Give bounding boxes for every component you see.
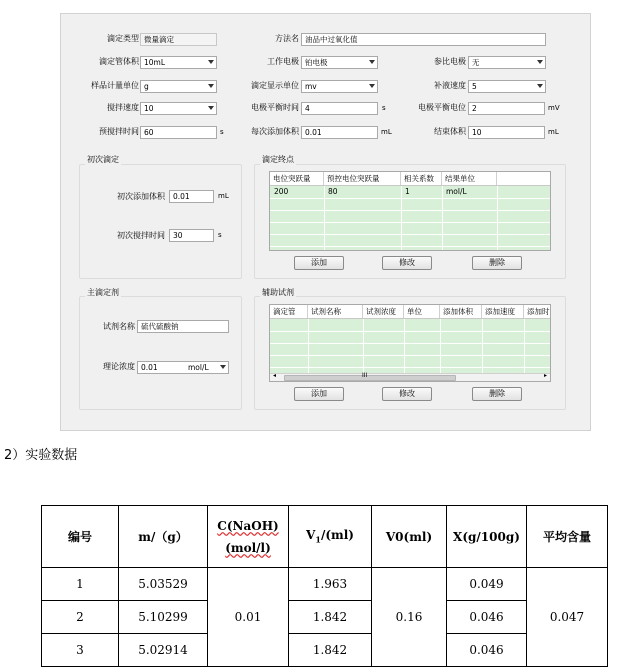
ref-electrode-value: 无 [472,58,480,67]
pre-stir-time-label: 预搅拌时间 [99,127,139,136]
electrode-balance-potential-label: 电极平衡电位 [418,103,466,112]
cell-mass: 5.02914 [119,634,208,667]
grid-line [270,367,551,368]
header-v1-main: V [306,528,316,543]
reagent-name-input[interactable]: 硫代硫酸钠 [137,320,229,333]
endpoint-edit-button[interactable]: 修改 [382,256,432,270]
ref-electrode-select[interactable] [468,56,546,69]
aux-edit-button[interactable]: 修改 [382,387,432,401]
aux-col-header[interactable]: 添加时 [527,307,550,316]
pre-stir-time-input[interactable]: 60 [140,126,217,139]
initial-stir-time-input[interactable]: 30 [169,229,214,242]
end-volume-unit: mL [548,128,559,136]
electrode-balance-time-input[interactable]: 4 [301,102,378,115]
grid-line [270,331,551,332]
refill-speed-label: 补液速度 [434,81,466,90]
main-titrant-group [79,296,242,410]
electrode-balance-potential-unit: mV [548,104,560,112]
initial-add-volume-input[interactable]: 0.01 [169,190,214,203]
cell-x: 0.046 [447,634,527,667]
electrode-balance-potential-input[interactable]: 2 [468,102,545,115]
endpoint-cell: 200 [274,187,289,196]
stir-speed-label: 搅拌速度 [107,103,139,112]
display-unit-select[interactable] [301,80,378,93]
add-volume-each-label: 每次添加体积 [251,127,299,136]
grid-line [404,319,405,373]
endpoint-col-header[interactable]: 电位突跃量 [270,172,324,185]
header-average: 平均含量 [527,506,608,568]
header-c-naoh [208,506,289,568]
cell-average: 0.047 [527,568,608,667]
work-electrode-select[interactable] [301,56,378,69]
cell-id: 1 [42,568,119,601]
cell-id: 2 [42,601,119,634]
aux-col-header[interactable]: 单位 [404,305,440,318]
main-titrant-title: 主滴定剂 [87,288,119,297]
work-electrode-label: 工作电极 [267,57,299,66]
cell-v1: 1.842 [289,634,372,667]
grid-line [308,319,309,373]
endpoint-grid-body [270,186,551,251]
method-settings-panel [60,13,591,431]
method-name-label: 方法名 [275,34,299,43]
header-c-line2: (mol/l) [225,540,271,555]
scrollbar-thumb[interactable] [284,375,456,381]
header-id: 编号 [42,506,119,568]
header-v0: V0(ml) [372,506,447,568]
initial-stir-time-label: 初次搅拌时间 [117,231,165,240]
cell-x: 0.046 [447,601,527,634]
cell-mass: 5.10299 [119,601,208,634]
cell-c-naoh: 0.01 [208,568,289,667]
endpoint-col-header[interactable]: 预控电位突跃量 [324,172,401,185]
endpoint-delete-button[interactable]: 删除 [472,256,522,270]
method-name-input[interactable]: 油品中过氧化值 [301,33,546,46]
end-volume-label: 结束体积 [434,127,466,136]
cell-v1: 1.963 [289,568,372,601]
aux-delete-button[interactable]: 删除 [472,387,522,401]
aux-add-button[interactable]: 添加 [294,387,344,401]
scrollbar-grip: III [362,372,368,379]
titration-type-label: 滴定类型 [107,34,139,43]
header-v1 [289,506,372,568]
header-v1-sub: 1 [315,534,321,545]
experiment-data-table [41,505,608,667]
endpoint-col-header[interactable]: 结果单位 [442,172,497,185]
cell-x: 0.049 [447,568,527,601]
tube-volume-select[interactable] [140,56,217,69]
display-unit-value: mv [305,82,317,91]
grid-line [270,246,551,247]
grid-line [497,186,498,251]
tube-volume-value: 10mL [144,58,166,67]
header-c-line1: C(NaOH) [217,518,279,533]
add-volume-each-unit: mL [381,128,392,136]
section-title: 2）实验数据 [4,448,78,463]
display-unit-label: 滴定显示单位 [251,81,299,90]
aux-col-header[interactable]: 添加体积 [440,305,482,318]
grid-line [482,319,483,373]
chevron-down-icon [208,84,214,88]
endpoint-title: 滴定终点 [262,155,294,164]
grid-line [270,234,551,235]
cell-v1: 1.842 [289,601,372,634]
cell-id: 3 [42,634,119,667]
endpoint-cell: 80 [328,187,338,196]
sample-unit-select[interactable] [140,80,217,93]
chevron-down-icon [537,84,543,88]
initial-titration-title: 初次滴定 [87,155,119,164]
cell-v0: 0.16 [372,568,447,667]
header-v1-unit: /(ml) [320,528,354,543]
endpoint-col-header[interactable]: 相关系数 [401,172,442,185]
sample-unit-value: g [144,82,149,91]
header-mass: m/（g） [119,506,208,568]
endpoint-add-button[interactable]: 添加 [294,256,344,270]
header-x: X(g/100g) [447,506,527,568]
work-electrode-value: 铂电极 [305,58,328,67]
table-header-row [42,506,608,568]
table-row [42,634,608,667]
refill-speed-value: 5 [472,82,477,91]
chevron-down-icon [220,365,226,369]
grid-line [440,319,441,373]
endpoint-grid[interactable] [269,171,551,251]
concentration-unit: mol/L [188,363,209,372]
grid-line [442,186,443,251]
aux-col-header[interactable]: 试剂名称 [308,305,363,318]
table-row [42,568,608,601]
refill-speed-select[interactable] [468,80,546,93]
chevron-down-icon [369,84,375,88]
chevron-down-icon [369,60,375,64]
scroll-right-icon[interactable]: ▸ [543,372,547,379]
initial-add-volume-label: 初次添加体积 [117,192,165,201]
end-volume-input[interactable]: 10 [468,126,545,139]
initial-titration-group [79,164,242,279]
grid-line [270,343,551,344]
concentration-field[interactable] [137,361,229,374]
endpoint-grid-header [270,172,551,186]
aux-grid[interactable] [269,304,551,382]
grid-line [270,355,551,356]
grid-line [324,186,325,251]
scroll-left-icon[interactable]: ◂ [273,372,277,379]
pre-stir-time-unit: s [220,128,224,136]
grid-line [270,222,551,223]
reagent-name-label: 试剂名称 [103,322,135,331]
grid-line [270,210,551,211]
chevron-down-icon [208,60,214,64]
grid-line [524,319,525,373]
aux-col-header[interactable]: 添加速度 [482,305,524,318]
initial-add-volume-unit: mL [218,192,229,200]
cell-mass: 5.03529 [119,568,208,601]
grid-line [401,186,402,251]
electrode-balance-time-unit: s [382,104,386,112]
grid-line [363,319,364,373]
stir-speed-value: 10 [144,104,154,113]
titration-type-field[interactable]: 微量滴定 [140,33,217,46]
aux-col-header[interactable]: 滴定管 [270,305,308,318]
tube-volume-label: 滴定管体积 [99,57,139,66]
endpoint-cell: 1 [405,187,410,196]
aux-grid-header [270,305,551,319]
sample-unit-label: 样品计量单位 [91,81,139,90]
add-volume-each-input[interactable]: 0.01 [301,126,378,139]
chevron-down-icon [208,106,214,110]
concentration-value: 0.01 [141,363,158,372]
aux-reagent-title: 辅助试剂 [262,288,294,297]
ref-electrode-label: 参比电极 [434,57,466,66]
aux-horizontal-scrollbar[interactable] [270,373,550,382]
grid-line [270,198,551,199]
aux-col-header[interactable]: 试剂浓度 [363,305,404,318]
aux-grid-body [270,319,551,373]
endpoint-cell: mol/L [446,187,467,196]
concentration-label: 理论浓度 [103,362,135,371]
stir-speed-select[interactable] [140,102,217,115]
chevron-down-icon [537,60,543,64]
initial-stir-time-unit: s [218,231,222,239]
electrode-balance-time-label: 电极平衡时间 [251,103,299,112]
table-row [42,601,608,634]
